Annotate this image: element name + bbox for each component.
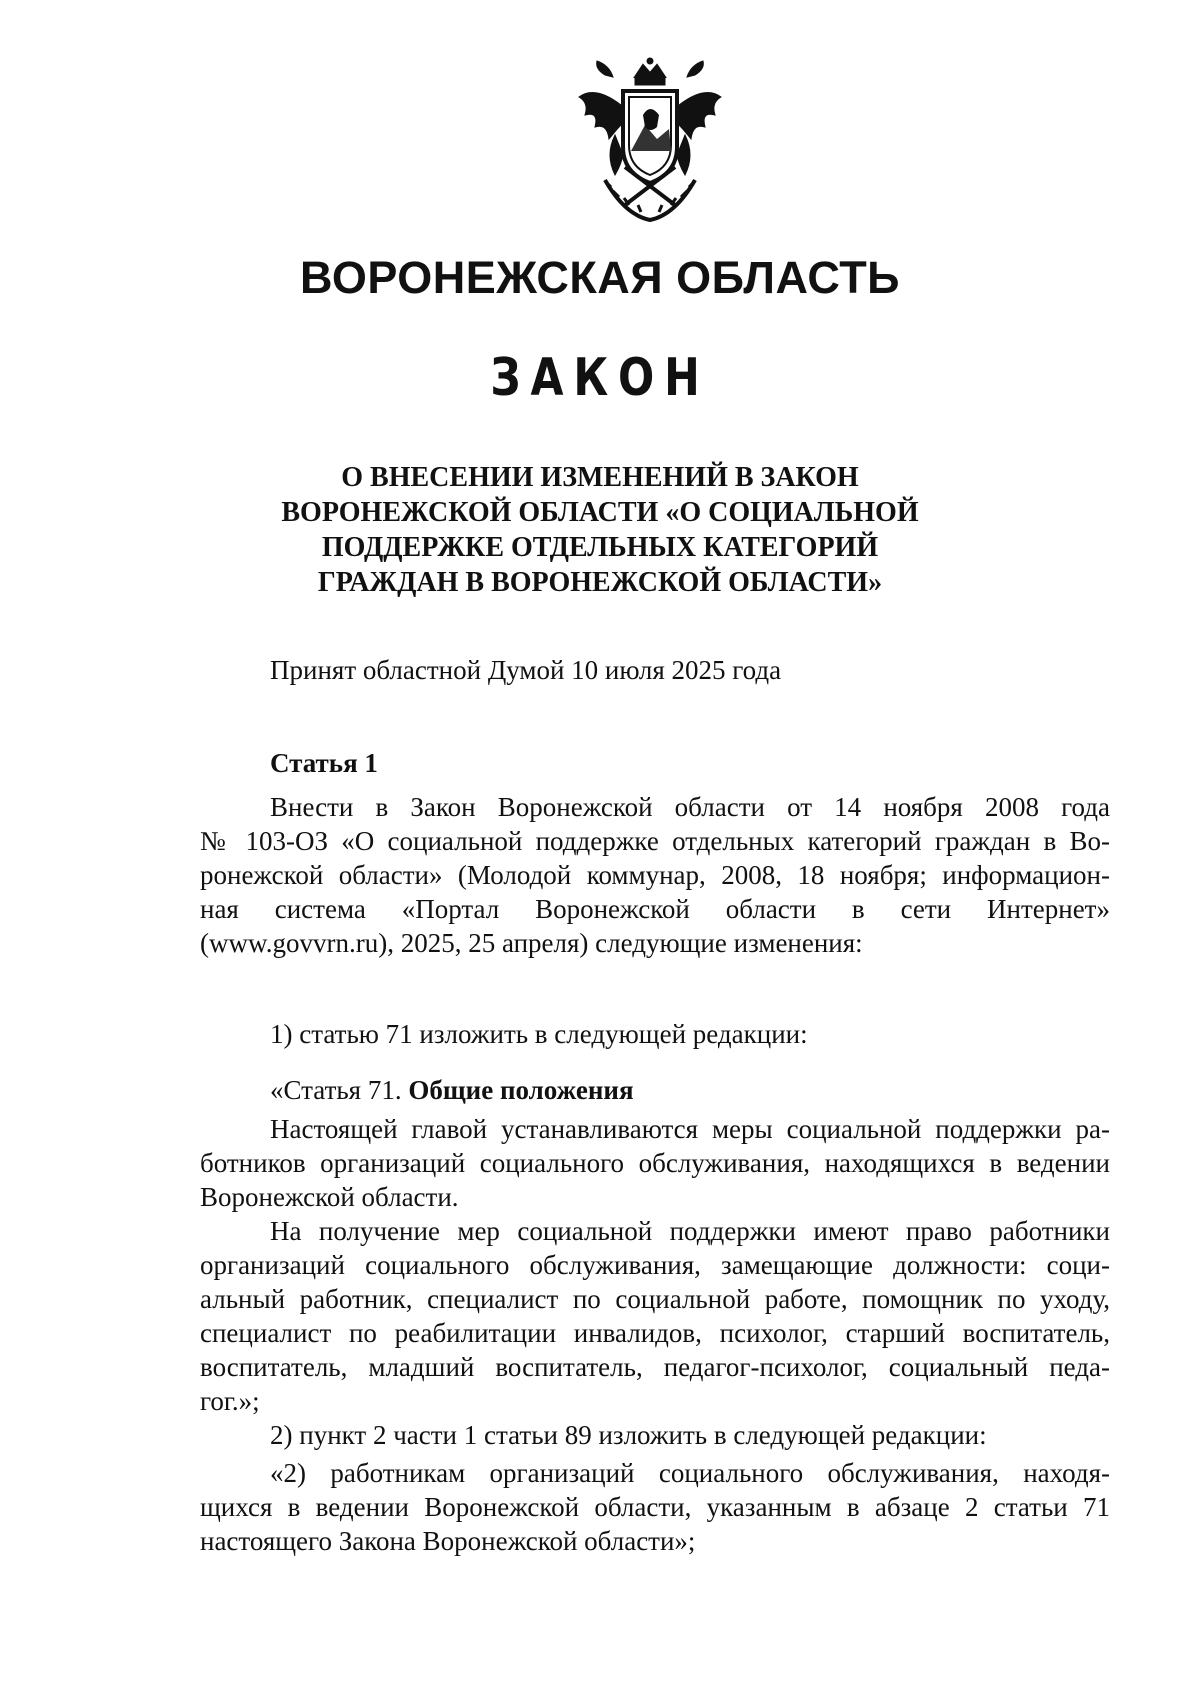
- quoted-paragraph-2: [200, 1214, 1110, 1418]
- text-line: специалист по реабилитации инвалидов, психолог, старший воспитатель,: [200, 1318, 1110, 1348]
- region-name: ВОРОНЕЖСКАЯ ОБЛАСТЬ: [299, 252, 901, 303]
- text-line: щихся в ведении Воронежской области, указанным в абзаце 2 статьи 71: [200, 1492, 1110, 1522]
- text-line: № 103-ОЗ «О социальной поддержке отдельных категорий граждан в Во-: [200, 826, 1110, 856]
- text-line: ная система «Портал Воронежской области в сети Интернет»: [200, 894, 1110, 924]
- text-line: ботников организаций социального обслуживания, находящихся в ведении: [200, 1148, 1110, 1178]
- quoted-article-subject: Общие положения: [408, 1075, 634, 1105]
- quoted-article-number: «Статья 71.: [270, 1075, 402, 1105]
- text-line: «2) работникам организаций социального обслуживания, находя-: [270, 1458, 1110, 1488]
- quoted-article-heading: [200, 1073, 1110, 1107]
- text-line: воспитатель, младший воспитатель, педагог-психолог, социальный педа-: [200, 1352, 1110, 1382]
- text-line: организаций социального обслуживания, замещающие должности: соци-: [200, 1250, 1110, 1280]
- text-line: Настоящей главой устанавливаются меры социальной поддержки ра-: [270, 1114, 1110, 1144]
- law-title-line: ГРАЖДАН В ВОРОНЕЖСКОЙ ОБЛАСТИ»: [317, 567, 883, 598]
- text-line: альный работник, специалист по социальной работе, помощник по уходу,: [200, 1284, 1110, 1314]
- text-line: гог.»;: [200, 1386, 260, 1416]
- law-title-line: ПОДДЕРЖКЕ ОТДЕЛЬНЫХ КАТЕГОРИЙ: [321, 532, 879, 563]
- quoted-item-2: [200, 1456, 1110, 1558]
- quoted-paragraph-1: [200, 1112, 1110, 1214]
- document-type: ЗАКОН: [490, 348, 710, 408]
- adoption-date: Принят областной Думой 10 июля 2025 года: [270, 655, 782, 685]
- text-line: (www.govvrn.ru), 2025, 25 апреля) следующие изменения:: [200, 928, 863, 958]
- law-title: [250, 460, 950, 600]
- text-line: настоящего Закона Воронежской области»;: [200, 1526, 696, 1556]
- law-title-line: О ВНЕСЕНИИ ИЗМЕНЕНИЙ В ЗАКОН: [341, 462, 859, 493]
- text-line: На получение мер социальной поддержки имеют право работники: [270, 1216, 1110, 1246]
- law-title-line: ВОРОНЕЖСКОЙ ОБЛАСТИ «О СОЦИАЛЬНОЙ: [281, 497, 919, 528]
- text-line: Внести в Закон Воронежской области от 14 ноября 2008 года: [270, 792, 1110, 822]
- text-line: Воронежской области.: [200, 1182, 459, 1212]
- amendment-item-2: 2) пункт 2 части 1 статьи 89 изложить в следующей редакции:: [270, 1420, 987, 1450]
- text-line: ронежской области» (Молодой коммунар, 2008, 18 ноября; информацион-: [200, 860, 1110, 890]
- amendment-item-1: 1) статью 71 изложить в следующей редакции:: [270, 1019, 808, 1049]
- coat-of-arms-emblem: [565, 55, 735, 230]
- article-intro: [200, 790, 1110, 960]
- article-title: Статья 1: [270, 748, 378, 778]
